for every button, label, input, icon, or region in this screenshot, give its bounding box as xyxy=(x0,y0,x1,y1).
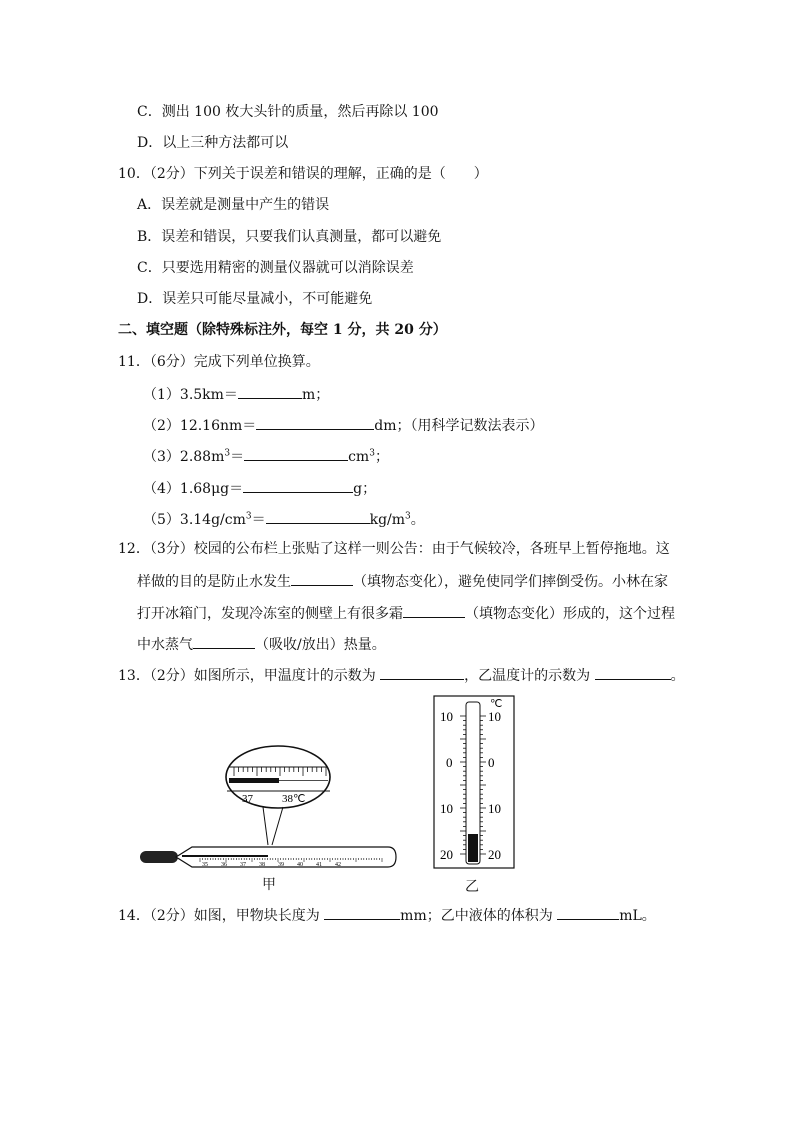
answer-blank[interactable] xyxy=(256,415,374,430)
answer-blank[interactable] xyxy=(266,509,370,524)
yi-left-label: 10 xyxy=(440,709,453,724)
scale-label: 37 xyxy=(240,862,246,868)
scale-label: 35 xyxy=(202,862,208,868)
q9-option-d: D．以上三种方法都可以 xyxy=(137,135,289,151)
scale-label: 38 xyxy=(259,862,265,868)
q11-part1: （1）3.5km＝ m； xyxy=(143,384,329,404)
q10-option-a: A．误差就是测量中产生的错误 xyxy=(137,197,330,213)
q14-stem: 14．（2分）如图，甲物块长度为 mm；乙中液体的体积为 mL。 xyxy=(118,905,656,925)
answer-blank[interactable] xyxy=(557,905,619,920)
q12-line1: 12．（3分）校园的公布栏上张贴了这样一则公告：由于气候较冷，各班早上暂停拖地。这 xyxy=(118,541,670,557)
figure-label-jia: 甲 xyxy=(262,877,276,893)
liquid-column-yi xyxy=(468,834,478,862)
q10-stem: 10．（2分）下列关于误差和错误的理解，正确的是（ ） xyxy=(118,166,488,182)
q12-line3: 打开冰箱门，发现冷冻室的侧壁上有很多霜 （填物态变化）形成的，这个过程 xyxy=(137,603,675,623)
q10-option-d: D．误差只可能尽量减小，不可能避免 xyxy=(137,291,373,307)
q11-part5: $(5)3.14g/cm^3= kg/m^3$。 xyxy=(143,509,425,529)
thermometer-jia-figure xyxy=(136,745,400,875)
thermometer-yi-figure xyxy=(432,694,516,870)
zoom-label-37: 37 xyxy=(242,793,253,805)
yi-left-label: 20 xyxy=(440,847,453,862)
answer-blank[interactable] xyxy=(380,665,464,680)
answer-blank[interactable] xyxy=(244,446,348,461)
yi-left-label: 10 xyxy=(440,801,453,816)
scale-label: 39 xyxy=(278,862,284,868)
unit-celsius: ℃ xyxy=(490,698,503,710)
yi-left-label: 0 xyxy=(446,755,453,770)
answer-blank[interactable] xyxy=(324,905,400,920)
q11-part3: $(3)2.88m^3= cm^3$； xyxy=(143,446,389,466)
section-heading: 二、填空题（除特殊标注外，每空 1 分，共 20 分） xyxy=(118,322,447,338)
q12-line2: 样做的目的是防止水发生 （填物态变化），避免使同学们摔倒受伤。小林在家 xyxy=(137,571,668,591)
yi-right-label: 20 xyxy=(488,847,501,862)
answer-blank[interactable] xyxy=(595,665,671,680)
q11-part4: （4）1.68μg＝ g； xyxy=(143,478,376,498)
yi-right-label: 10 xyxy=(488,709,501,724)
yi-right-label: 0 xyxy=(488,755,495,770)
thermometer-bulb xyxy=(140,851,178,863)
q11-stem: 11．（6分）完成下列单位换算。 xyxy=(118,354,320,370)
answer-blank[interactable] xyxy=(291,571,353,586)
q10-option-c: C．只要选用精密的测量仪器就可以消除误差 xyxy=(137,260,414,276)
zoom-label-38: 38℃ xyxy=(282,793,306,805)
answer-blank[interactable] xyxy=(238,384,302,399)
scale-label: 40 xyxy=(297,862,303,868)
mercury-column-zoom xyxy=(229,778,279,783)
scale-label: 36 xyxy=(221,862,227,868)
q13-stem: 13．（2分）如图所示，甲温度计的示数为 ，乙温度计的示数为 。 xyxy=(118,665,685,685)
answer-blank[interactable] xyxy=(193,634,255,649)
answer-blank[interactable] xyxy=(403,603,465,618)
answer-blank[interactable] xyxy=(243,478,353,493)
scale-label: 41 xyxy=(316,862,322,868)
figure-label-yi: 乙 xyxy=(465,879,479,895)
q11-part2: （2）12.16nm＝ dm；（用科学记数法表示） xyxy=(143,415,544,435)
q12-line4: 中水蒸气 （吸收/放出）热量。 xyxy=(137,634,386,654)
q10-option-b: B．误差和错误，只要我们认真测量，都可以避免 xyxy=(137,229,442,245)
yi-right-label: 10 xyxy=(488,801,501,816)
q9-option-c: C．测出 100 枚大头针的质量，然后再除以 100 xyxy=(137,104,439,120)
scale-label: 42 xyxy=(335,862,341,868)
